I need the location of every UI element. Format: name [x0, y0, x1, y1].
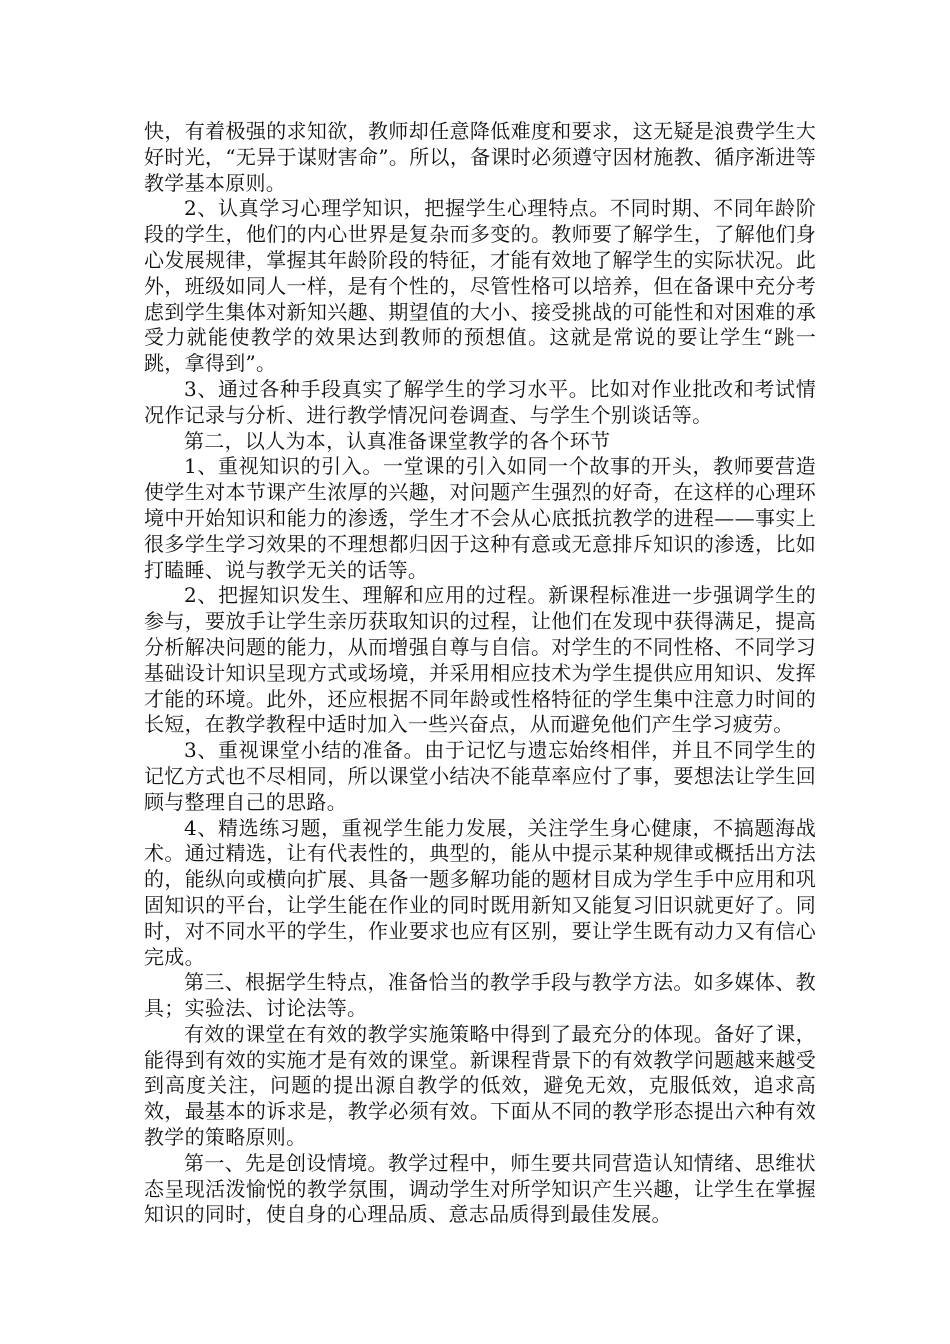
- paragraph-class-summary: 3、重视课堂小结的准备。由于记忆与遗忘始终相伴，并且不同学生的记忆方式也不尽相同，所以课堂小结决不能草率应付了事，要想法让学生回顾与整理自己的思路。: [144, 738, 816, 814]
- paragraph-knowledge-process: 2、把握知识发生、理解和应用的过程。新课程标准进一步强调学生的参与，要放手让学生亲历获取知识的过程，让他们在发现中获得满足，提高分析解决问题的能力，从而增强自尊与自信。对学生的不同性格、不同学习基础设计知识呈现方式或场境，并采用相应技术为学生提供应用知识、发挥才能的环境。此外，还应根据不同年龄或性格特征的学生集中注意力时间的长短，在教学教程中适时加入一些兴奋点，从而避免他们产生学习疲劳。: [144, 583, 816, 737]
- paragraph-first-situation: 第一、先是创设情境。教学过程中，师生要共同营造认知情绪、思维状态呈现活泼愉悦的教学氛围，调动学生对所学知识产生兴趣，让学生在掌握知识的同时，使自身的心理品质、意志品质得到最佳发展。: [144, 1150, 816, 1227]
- paragraph-effective-classroom: 有效的课堂在有效的教学实施策略中得到了最充分的体现。备好了课，能得到有效的实施才是有效的课堂。新课程背景下的有效教学问题越来越受到高度关注，问题的提出源自教学的低效，避免无效，克服低效，追求高效，最基本的诉求是，教学必须有效。下面从不同的教学形态提出六种有效教学的策略原则。: [144, 1021, 816, 1150]
- paragraph-knowledge-intro: 1、重视知识的引入。一堂课的引入如同一个故事的开头，教师要营造使学生对本节课产生浓厚的兴趣，对问题产生强烈的好奇，在这样的心理环境中开始知识和能力的渗透，学生才不会从心底抵抗教学的进程——事实上很多学生学习效果的不理想都归因于这种有意或无意排斥知识的渗透，比如打瞌睡、说与教学无关的话等。: [144, 454, 816, 582]
- paragraph-psychology: 2、认真学习心理学知识，把握学生心理特点。不同时期、不同年龄阶段的学生，他们的内心世界是复杂而多变的。教师要了解学生，了解他们身心发展规律，掌握其年龄阶段的特征，才能有效地了解学生的实际状况。此外，班级如同人一样，是有个性的，尽管性格可以培养，但在备课中充分考虑到学生集体对新知兴趣、期望值的大小、接受挑战的可能性和对困难的承受力就能使教学的效果达到教师的预想值。这就是常说的要让学生“跳一跳，拿得到”。: [144, 196, 816, 376]
- paragraph-learning-level: 3、通过各种手段真实了解学生的学习水平。比如对作业批改和考试情况作记录与分析、进行教学情况问卷调查、与学生个别谈话等。: [144, 376, 816, 427]
- section-heading-third: 第三、根据学生特点，准备恰当的教学手段与教学方法。如多媒体、教具；实验法、讨论法等。: [144, 970, 816, 1021]
- paragraph-exercises: 4、精选练习题，重视学生能力发展，关注学生身心健康，不搞题海战术。通过精选，让有代表性的，典型的，能从中提示某种规律或概括出方法的，能纵向或横向扩展、具备一题多解功能的题材目成为学生手中应用和巩固知识的平台，让学生能在作业的同时既用新知又能复习旧识就更好了。同时，对不同水平的学生，作业要求也应有区别，要让学生既有动力又有信心完成。: [144, 815, 816, 969]
- document-body: [144, 119, 816, 1228]
- section-heading-second: 第二，以人为本，认真准备课堂教学的各个环节: [184, 428, 611, 453]
- paragraph-continuation: 快，有着极强的求知欲，教师却任意降低难度和要求，这无疑是浪费学生大好时光，“无异于谋财害命”。所以，备课时必须遵守因材施教、循序渐进等教学基本原则。: [144, 119, 816, 195]
